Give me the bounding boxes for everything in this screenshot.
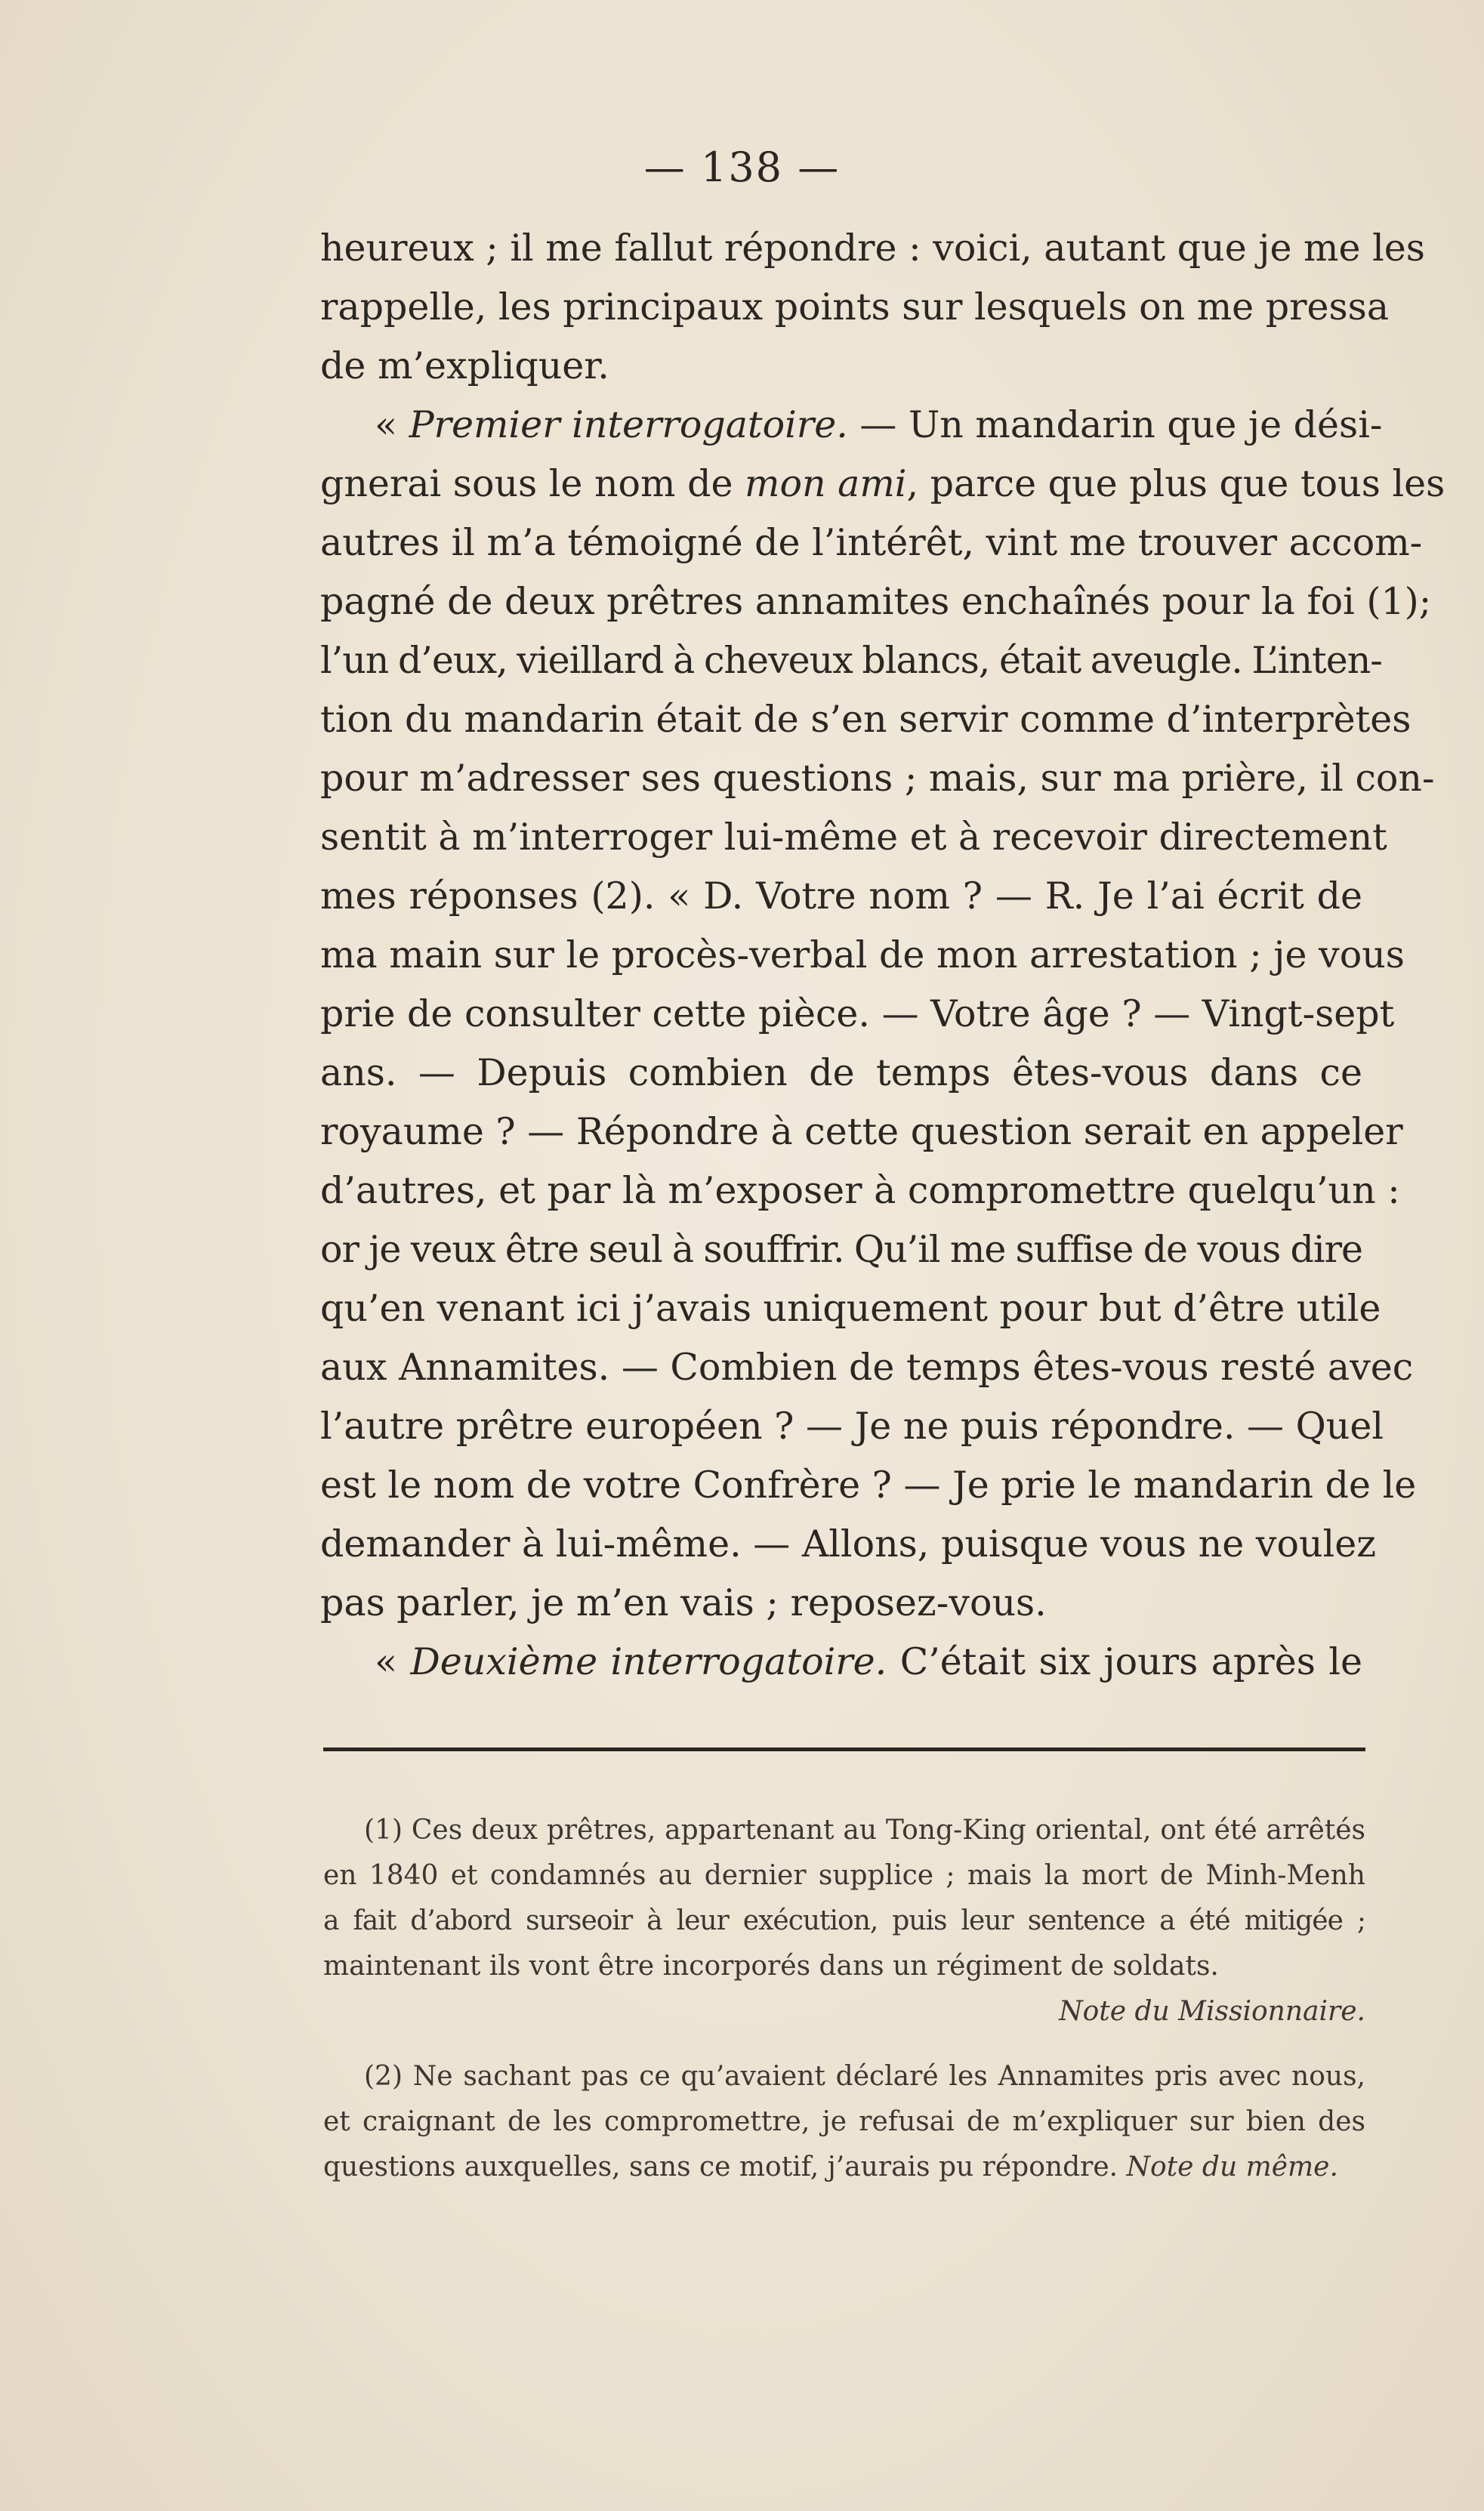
- text-line: rappelle, les principaux points sur lesquels on me pressa: [320, 285, 1390, 329]
- text-line: demander à lui-même. — Allons, puisque vous ne voulez: [320, 1522, 1377, 1566]
- text-line: gnerai sous le nom de mon ami, parce que plus que tous les: [320, 462, 1445, 505]
- footnote-rule: [323, 1748, 1365, 1751]
- footnote-1-line: en 1840 et condamnés au dernier supplice ; mais la mort de Minh-Menh: [323, 1860, 1365, 1891]
- main-text: [320, 219, 1445, 1692]
- text-line: de m’expliquer.: [320, 344, 609, 387]
- text-line: sentit à m’interroger lui-même et à recevoir directement: [320, 816, 1387, 859]
- page-number: — 138 —: [643, 143, 841, 191]
- footnote-gap: [323, 2034, 1365, 2054]
- text-line: « Deuxième interrogatoire. C’était six jours après le: [375, 1640, 1362, 1683]
- italic-heading: Deuxième interrogatoire.: [410, 1640, 887, 1683]
- text-line: l’autre prêtre européen ? — Je ne puis répondre. — Quel: [320, 1405, 1384, 1448]
- footnote-1-signature: Note du Missionnaire.: [1059, 1996, 1365, 2027]
- footnote-2-text: questions auxquelles, sans ce motif, j’aurais pu répondre.: [323, 2152, 1118, 2182]
- italic-phrase: mon ami: [745, 462, 907, 505]
- text-line: prie de consulter cette pièce. — Votre âge ? — Vingt-sept: [320, 992, 1395, 1035]
- text-line: or je veux être seul à souffrir. Qu’il me suffise de vous dire: [320, 1228, 1362, 1271]
- footnote-1-line: maintenant ils vont être incorporés dans un régiment de soldats.: [323, 1951, 1219, 1982]
- text-line: tion du mandarin était de s’en servir comme d’interprètes: [320, 698, 1411, 741]
- text-line: pour m’adresser ses questions ; mais, sur ma prière, il con-: [320, 757, 1435, 800]
- text-line: mes réponses (2). « D. Votre nom ? — R. Je l’ai écrit de: [320, 875, 1362, 918]
- text-line: aux Annamites. — Combien de temps êtes-vous resté avec: [320, 1346, 1414, 1389]
- footnote-1-line: a fait d’abord surseoir à leur exécution, puis leur sentence a été mitigée ;: [323, 1905, 1365, 1936]
- text-line: royaume ? — Répondre à cette question serait en appeler: [320, 1110, 1403, 1153]
- text-line: l’un d’eux, vieillard à cheveux blancs, était aveugle. L’inten-: [320, 639, 1382, 682]
- italic-heading: Premier interrogatoire.: [409, 403, 848, 446]
- footnote-2-line: [323, 2145, 1365, 2190]
- text-line: « Premier interrogatoire. — Un mandarin que je dési-: [375, 403, 1383, 446]
- text-line: qu’en venant ici j’avais uniquement pour but d’être utile: [320, 1287, 1381, 1330]
- text-line: pas parler, je m’en vais ; reposez-vous.: [320, 1581, 1047, 1624]
- text-line: ans. — Depuis combien de temps êtes-vous dans ce: [320, 1051, 1362, 1094]
- text-line: est le nom de votre Confrère ? — Je prie le mandarin de le: [320, 1464, 1417, 1507]
- text-line: d’autres, et par là m’exposer à compromettre quelqu’un :: [320, 1169, 1400, 1212]
- text-line: ma main sur le procès-verbal de mon arrestation ; je vous: [320, 933, 1405, 976]
- text-line: autres il m’a témoigné de l’intérêt, vint me trouver accom-: [320, 521, 1423, 564]
- footnotes: [323, 1808, 1365, 2190]
- text-line: pagné de deux prêtres annamites enchaînés pour la foi (1);: [320, 580, 1432, 623]
- text-line: heureux ; il me fallut répondre : voici, autant que je me les: [320, 227, 1425, 270]
- footnote-1-line: (1) Ces deux prêtres, appartenant au Tong-King oriental, ont été arrêtés: [364, 1815, 1365, 1846]
- footnote-2-line: (2) Ne sachant pas ce qu’avaient déclaré les Annamites pris avec nous,: [364, 2061, 1365, 2092]
- footnote-2-line: et craignant de les compromettre, je refusai de m’expliquer sur bien des: [323, 2106, 1365, 2137]
- footnote-2-signature: Note du même.: [1126, 2152, 1338, 2182]
